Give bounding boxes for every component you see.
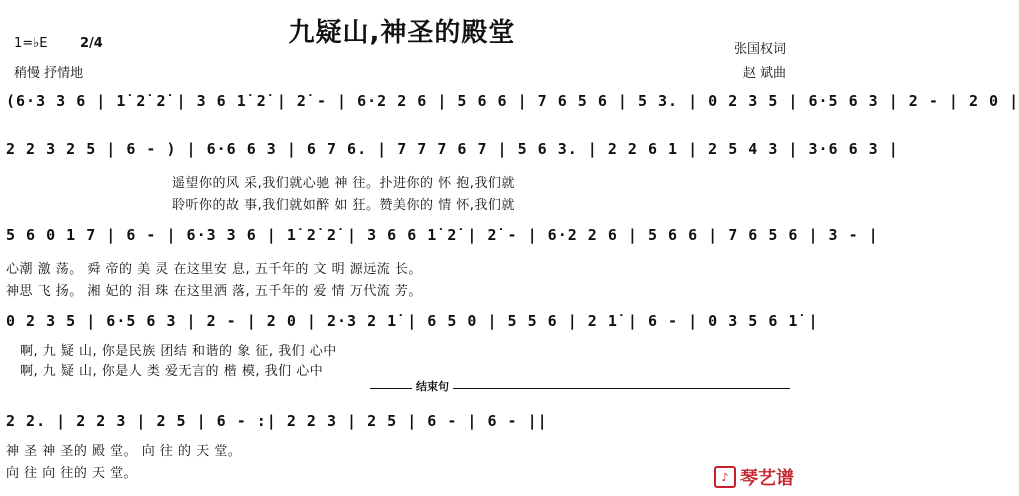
lyricist-credit: 张国权词 [733,42,786,57]
score-title: 九疑山,神圣的殿堂 [288,18,516,48]
score-row-5-notes: 2 2. | 2 2 3 | 2 5 | 6 - :| 2 2 3 | 2 5 | 6 - | 6 - || [6,412,548,430]
coda-label: 结束句 [412,378,453,394]
score-row-3-lyric-2: 神思 飞 扬。 湘 妃的 泪 珠 在这里洒 落, 五千年的 爱 情 万代流 芳。 [6,284,422,299]
score-row-2-lyric-2: 聆听你的故 事,我们就如醉 如 狂。赞美你的 情 怀,我们就 [172,198,515,213]
score-row-5-lyric-1: 神 圣 神 圣的 殿 堂。 向 往 的 天 堂。 [6,444,242,459]
brand-logo [714,464,794,490]
score-row-4-lyric-1: 啊, 九 疑 山, 你是民族 团结 和谐的 象 征, 我们 心中 [20,344,337,359]
music-note-icon: ♪ [714,466,736,488]
key-signature: 1=♭E [14,36,48,51]
score-row-2-notes: 2 2 3 2 5 | 6 - ) | 6·6 6 3 | 6 7 6. | 7 7 7 6 7 | 5 6 3. | 2 2 6 1 | 2 5 4 3 | 3·6 6 3 | [6,140,899,158]
score-row-3-lyric-1: 心潮 激 荡。 舜 帝的 美 灵 在这里安 息, 五千年的 文 明 源远流 长。 [6,262,422,277]
score-row-3-notes: 5 6 0 1 7 | 6 - | 6·3 3 6 | 1̇ 2̇ 2̇ | 3 6 6 1̇ 2̇ | 2̇ - | 6·2 2 6 | 5 6 6 | 7 6 5 6 | 3 - | [6,226,879,244]
score-row-1-notes: (6·3 3 6 | 1̇ 2̇ 2̇ | 3 6 1̇ 2̇ | 2̇ - | 6·2 2 6 | 5 6 6 | 7 6 5 6 | 5 3. | 0 2 3 5 | 6·5 6 3 | 2 - | 2 0 | [6,92,1019,110]
score-row-5-lyric-2: 向 往 向 往的 天 堂。 [6,466,138,481]
score-row-4-notes: 0 2 3 5 | 6·5 6 3 | 2 - | 2 0 | 2·3 2 1̇ | 6 5 0 | 5 5 6 | 2 1̇ | 6 - | 0 3 5 6 1̇ | [6,312,819,330]
tempo-marking: 稍慢 抒情地 [14,66,84,81]
score-row-2-lyric-1: 遥望你的风 采,我们就心驰 神 往。扑进你的 怀 抱,我们就 [172,176,515,191]
time-signature: 2/4 [80,36,103,51]
brand-label: 琴艺谱 [740,468,794,489]
score-row-4-lyric-2: 啊, 九 疑 山, 你是人 类 爱无言的 楷 模, 我们 心中 [20,364,324,379]
composer-credit: 赵 斌曲 [742,66,786,81]
